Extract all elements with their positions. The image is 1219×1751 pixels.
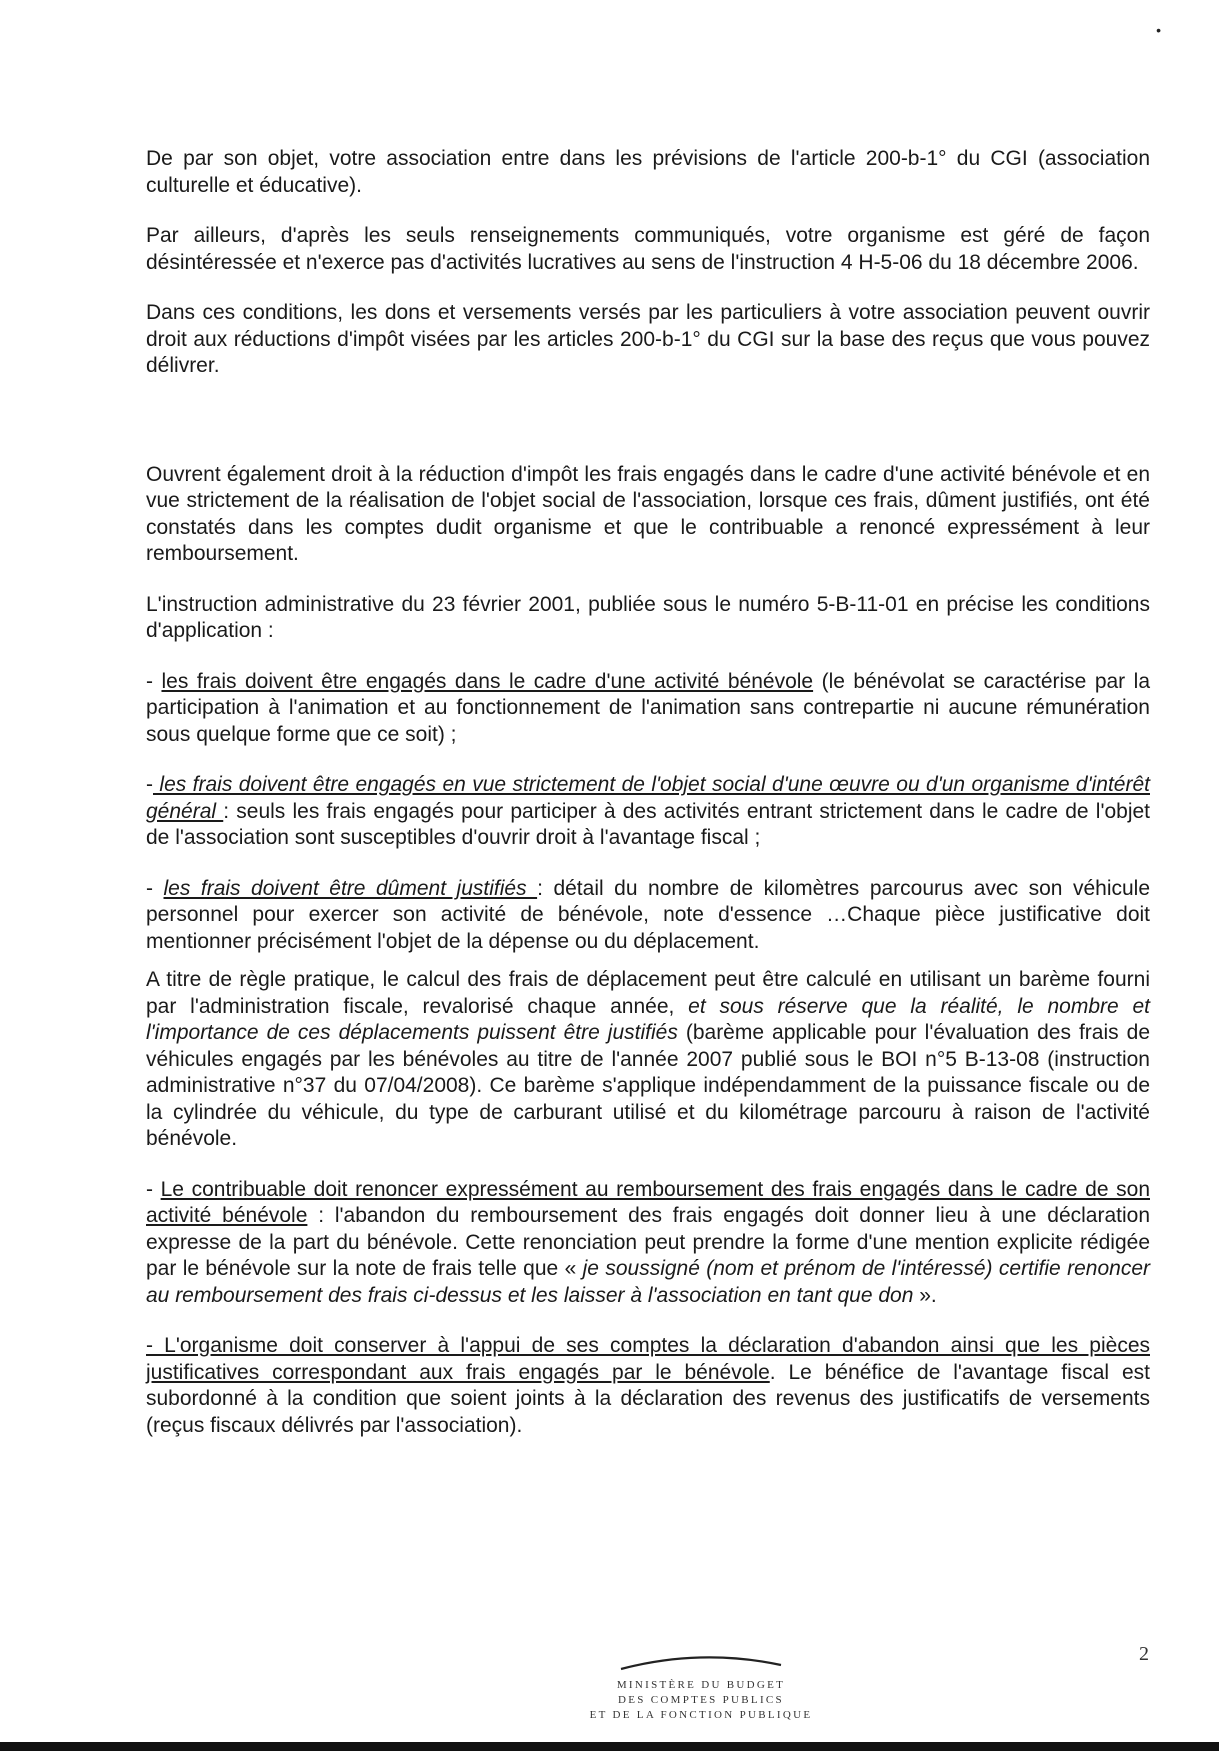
paragraph-text: (barème applicable pour l'évaluation des frais de véhicules engagés par les bénévoles au titre de l'année 2007 publié sous le BOI n°5 B-13-08 (instruction administrative n°37 du 07/04/2008). Ce barème s'applique indépendamment de la puissance fiscale ou de la cylindrée du véhicule, du type de carburant utilisé et du kilométrage parcouru à raison de l'activité bénévole.: [146, 1021, 1150, 1150]
bullet-dash: -: [146, 1177, 161, 1201]
bullet-heading: - L'organisme doit conserver à l'appui de ses comptes la déclaration d'abandon ainsi que les pièces justificatives correspondant aux frais engagés par le bénévole: [146, 1334, 1150, 1384]
ministry-line-3: ET DE LA FONCTION PUBLIQUE: [589, 1709, 813, 1721]
bullet-heading: Le contribuable doit renoncer expressément au remboursement des frais engagés dans le cadre de son activité bénévole: [146, 1177, 1150, 1227]
bullet-text-end: ».: [913, 1283, 937, 1307]
bullet-dash: -: [146, 669, 162, 693]
bullet-dash: -: [146, 876, 164, 900]
bullet-justified: [146, 876, 1150, 956]
bullet-heading: les frais doivent être engagés dans le cadre d'une activité bénévole: [161, 669, 814, 693]
scan-bottom-edge: [0, 1742, 1219, 1751]
paragraph-instruction: L'instruction administrative du 23 février 2001, publiée sous le numéro 5-B-11-01 en précise les conditions d'application :: [146, 592, 1150, 642]
bullet-heading: les frais doivent être dûment justifiés: [163, 876, 538, 900]
paragraph-practical-rule: [146, 967, 1150, 1153]
bullet-text: (le bénévolat se caractérise par la participation à l'animation et au fonctionnement de l'animation sans contrepartie ni aucune rémunération sous quelque forme que ce soit) ;: [146, 669, 1151, 746]
letter-body: [146, 146, 1150, 1463]
paragraph-management: Par ailleurs, d'après les seuls renseignements communiqués, votre organisme est géré de façon désintéressée et n'exerce pas d'activités lucratives au sens de l'instruction 4 H-5-06 du 18 décembre 2006.: [146, 224, 1150, 274]
bullet-text: : seuls les frais engagés pour participer à des activités entrant strictement dans le cadre de l'objet de l'association sont susceptibles d'ouvrir droit à l'avantage fiscal ;: [146, 799, 1151, 849]
corner-mark: •: [1156, 22, 1161, 38]
bullet-renounce: [146, 1177, 1150, 1310]
bullet-quote: je soussigné (nom et prénom de l'intéressé) certifie renoncer au remboursement des frais ci-dessus et les laisser à l'association en tant que don: [146, 1257, 1150, 1307]
paragraph-volunteer-expenses: Ouvrent également droit à la réduction d'impôt les frais engagés dans le cadre d'une activité bénévole et en vue strictement de la réalisation de l'objet social de l'association, lorsque ces frais, dûment justifiés, ont été constatés dans les comptes dudit organisme et que le contribuable a renoncé expressément à leur remboursement.: [146, 462, 1150, 565]
ministry-line-1: MINISTÈRE DU BUDGET: [616, 1679, 786, 1691]
page-number: 2: [1139, 1643, 1149, 1665]
bullet-social-object: [146, 772, 1150, 852]
bullet-text: . Le bénéfice de l'avantage fiscal est subordonné à la condition que soient joints à la déclaration des revenus des justificatifs de versements (reçus fiscaux délivrés par l'association).: [146, 1360, 1150, 1437]
bullet-dash: -: [146, 773, 153, 796]
bullet-keep-records: [146, 1333, 1150, 1439]
paragraph-italic-text: et sous réserve que la réalité, le nombre et l'importance de ces déplacements puissent être justifiés: [146, 994, 1150, 1044]
bullet-text: : l'abandon du remboursement des frais engagés doit donner lieu à une déclaration expresse de la part du bénévole. Cette renonciation peut prendre la forme d'une mention explicite rédigée par le bénévole sur la note de frais telle que «: [146, 1204, 1150, 1280]
bullet-volunteer-activity: [146, 669, 1150, 749]
ministry-logo: [586, 1652, 816, 1723]
paragraph-text: A titre de règle pratique, le calcul des frais de déplacement peut être calculé en utilisant un barème fourni par l'administration fiscale, revalorisé chaque année,: [146, 968, 1150, 1018]
bullet-text: : détail du nombre de kilomètres parcourus avec son véhicule personnel pour exercer son activité de bénévole, note d'essence …Chaque pièce justificative doit mentionner précisément l'objet de la dépense ou du déplacement.: [146, 876, 1151, 953]
bullet-heading: les frais doivent être engagés en vue strictement de l'objet social d'une œuvre ou d'un organisme d'intérêt général: [146, 773, 1150, 823]
logo-arc-icon: [616, 1652, 786, 1672]
paragraph-conditions: Dans ces conditions, les dons et versements versés par les particuliers à votre association peuvent ouvrir droit aux réductions d'impôt visées par les articles 200-b-1° du CGI sur la base des reçus que vous pouvez délivrer.: [146, 301, 1150, 377]
paragraph-association-object: De par son objet, votre association entre dans les prévisions de l'article 200-b-1° du CGI (association culturelle et éducative).: [146, 147, 1150, 197]
ministry-line-2: DES COMPTES PUBLICS: [618, 1694, 784, 1706]
